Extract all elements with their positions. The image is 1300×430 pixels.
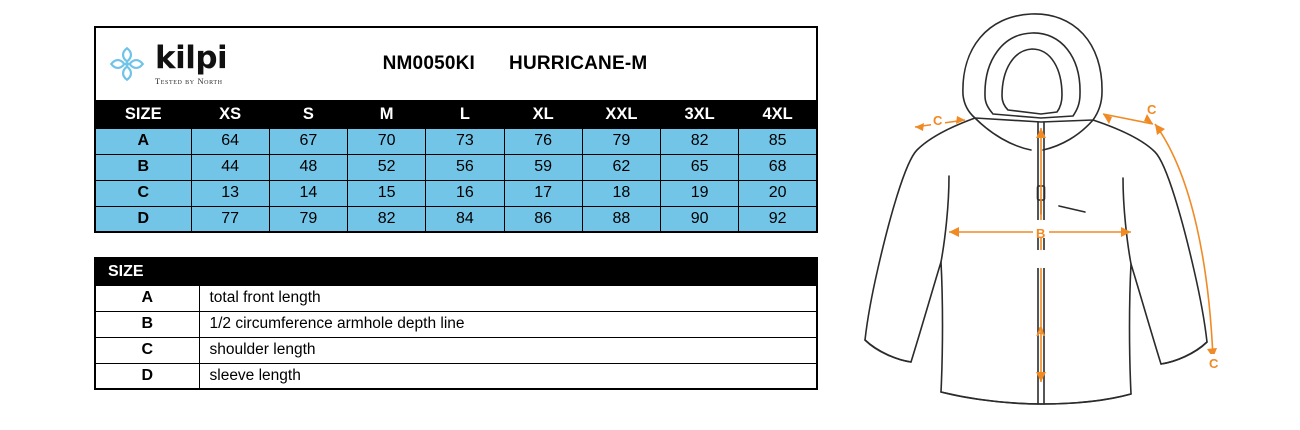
brand-name: kilpi [155,39,228,76]
svg-text:C: C [1147,102,1157,117]
legend-header-blank [199,258,817,285]
cell-b-l: 56 [426,154,504,180]
cell-c-m: 15 [348,180,426,206]
svg-text:C: C [933,113,943,128]
cell-c-3xl: 19 [661,180,739,206]
chart-header [94,26,818,100]
cell-d-4xl: 92 [739,206,817,232]
kilpi-knot-logo-icon [106,43,148,85]
svg-text:B: B [1036,226,1046,241]
legend-key-b: B [95,311,199,337]
cell-d-l: 84 [426,206,504,232]
product-name: HURRICANE-M [509,53,648,74]
cell-a-3xl: 82 [661,128,739,154]
row-key-a: A [95,128,191,154]
measurements-table [94,100,818,233]
header-col-xs: XS [191,101,269,128]
cell-d-s: 79 [269,206,347,232]
brand-logo [96,28,304,100]
cell-a-l: 73 [426,128,504,154]
cell-a-xl: 76 [504,128,582,154]
cell-c-xl: 17 [504,180,582,206]
legend-header-size: SIZE [95,258,199,285]
cell-c-s: 14 [269,180,347,206]
svg-text:C: C [1209,356,1219,371]
table-row [95,206,817,232]
cell-a-xxl: 79 [582,128,660,154]
cell-b-3xl: 65 [661,154,739,180]
legend-key-a: A [95,285,199,311]
cell-a-4xl: 85 [739,128,817,154]
cell-d-xxl: 88 [582,206,660,232]
product-identity [304,53,816,75]
header-col-l: L [426,101,504,128]
cell-b-s: 48 [269,154,347,180]
cell-c-l: 16 [426,180,504,206]
row-key-b: B [95,154,191,180]
cell-a-s: 67 [269,128,347,154]
svg-text:A: A [1036,324,1046,339]
brand-wordmark [155,39,228,86]
header-col-4xl: 4XL [739,101,817,128]
cell-b-xxl: 62 [582,154,660,180]
header-col-3xl: 3XL [661,101,739,128]
legend-desc-d: sleeve length [199,363,817,389]
legend-desc-b: 1/2 circumference armhole depth line [199,311,817,337]
brand-tagline: Tested by North [155,75,223,86]
table-header-row [95,101,817,128]
legend-desc-a: total front length [199,285,817,311]
cell-a-m: 70 [348,128,426,154]
legend-header-row [95,258,817,285]
cell-d-xl: 86 [504,206,582,232]
cell-b-m: 52 [348,154,426,180]
legend-key-c: C [95,337,199,363]
list-item [95,337,817,363]
table-row [95,180,817,206]
header-col-m: M [348,101,426,128]
size-chart-block [94,26,818,390]
list-item [95,285,817,311]
cell-c-4xl: 20 [739,180,817,206]
legend-table [94,257,818,390]
header-col-s: S [269,101,347,128]
cell-c-xxl: 18 [582,180,660,206]
header-size-label: SIZE [95,101,191,128]
cell-d-m: 82 [348,206,426,232]
cell-b-xs: 44 [191,154,269,180]
row-key-d: D [95,206,191,232]
cell-b-xl: 59 [504,154,582,180]
legend-key-d: D [95,363,199,389]
cell-a-xs: 64 [191,128,269,154]
list-item [95,311,817,337]
header-col-xl: XL [504,101,582,128]
cell-c-xs: 13 [191,180,269,206]
cell-b-4xl: 68 [739,154,817,180]
row-key-c: C [95,180,191,206]
legend-desc-c: shoulder length [199,337,817,363]
cell-d-xs: 77 [191,206,269,232]
table-row [95,154,817,180]
cell-d-3xl: 90 [661,206,739,232]
header-col-xxl: XXL [582,101,660,128]
table-row [95,128,817,154]
jacket-illustration [845,0,1265,430]
list-item [95,363,817,389]
product-code: NM0050KI [382,53,476,74]
